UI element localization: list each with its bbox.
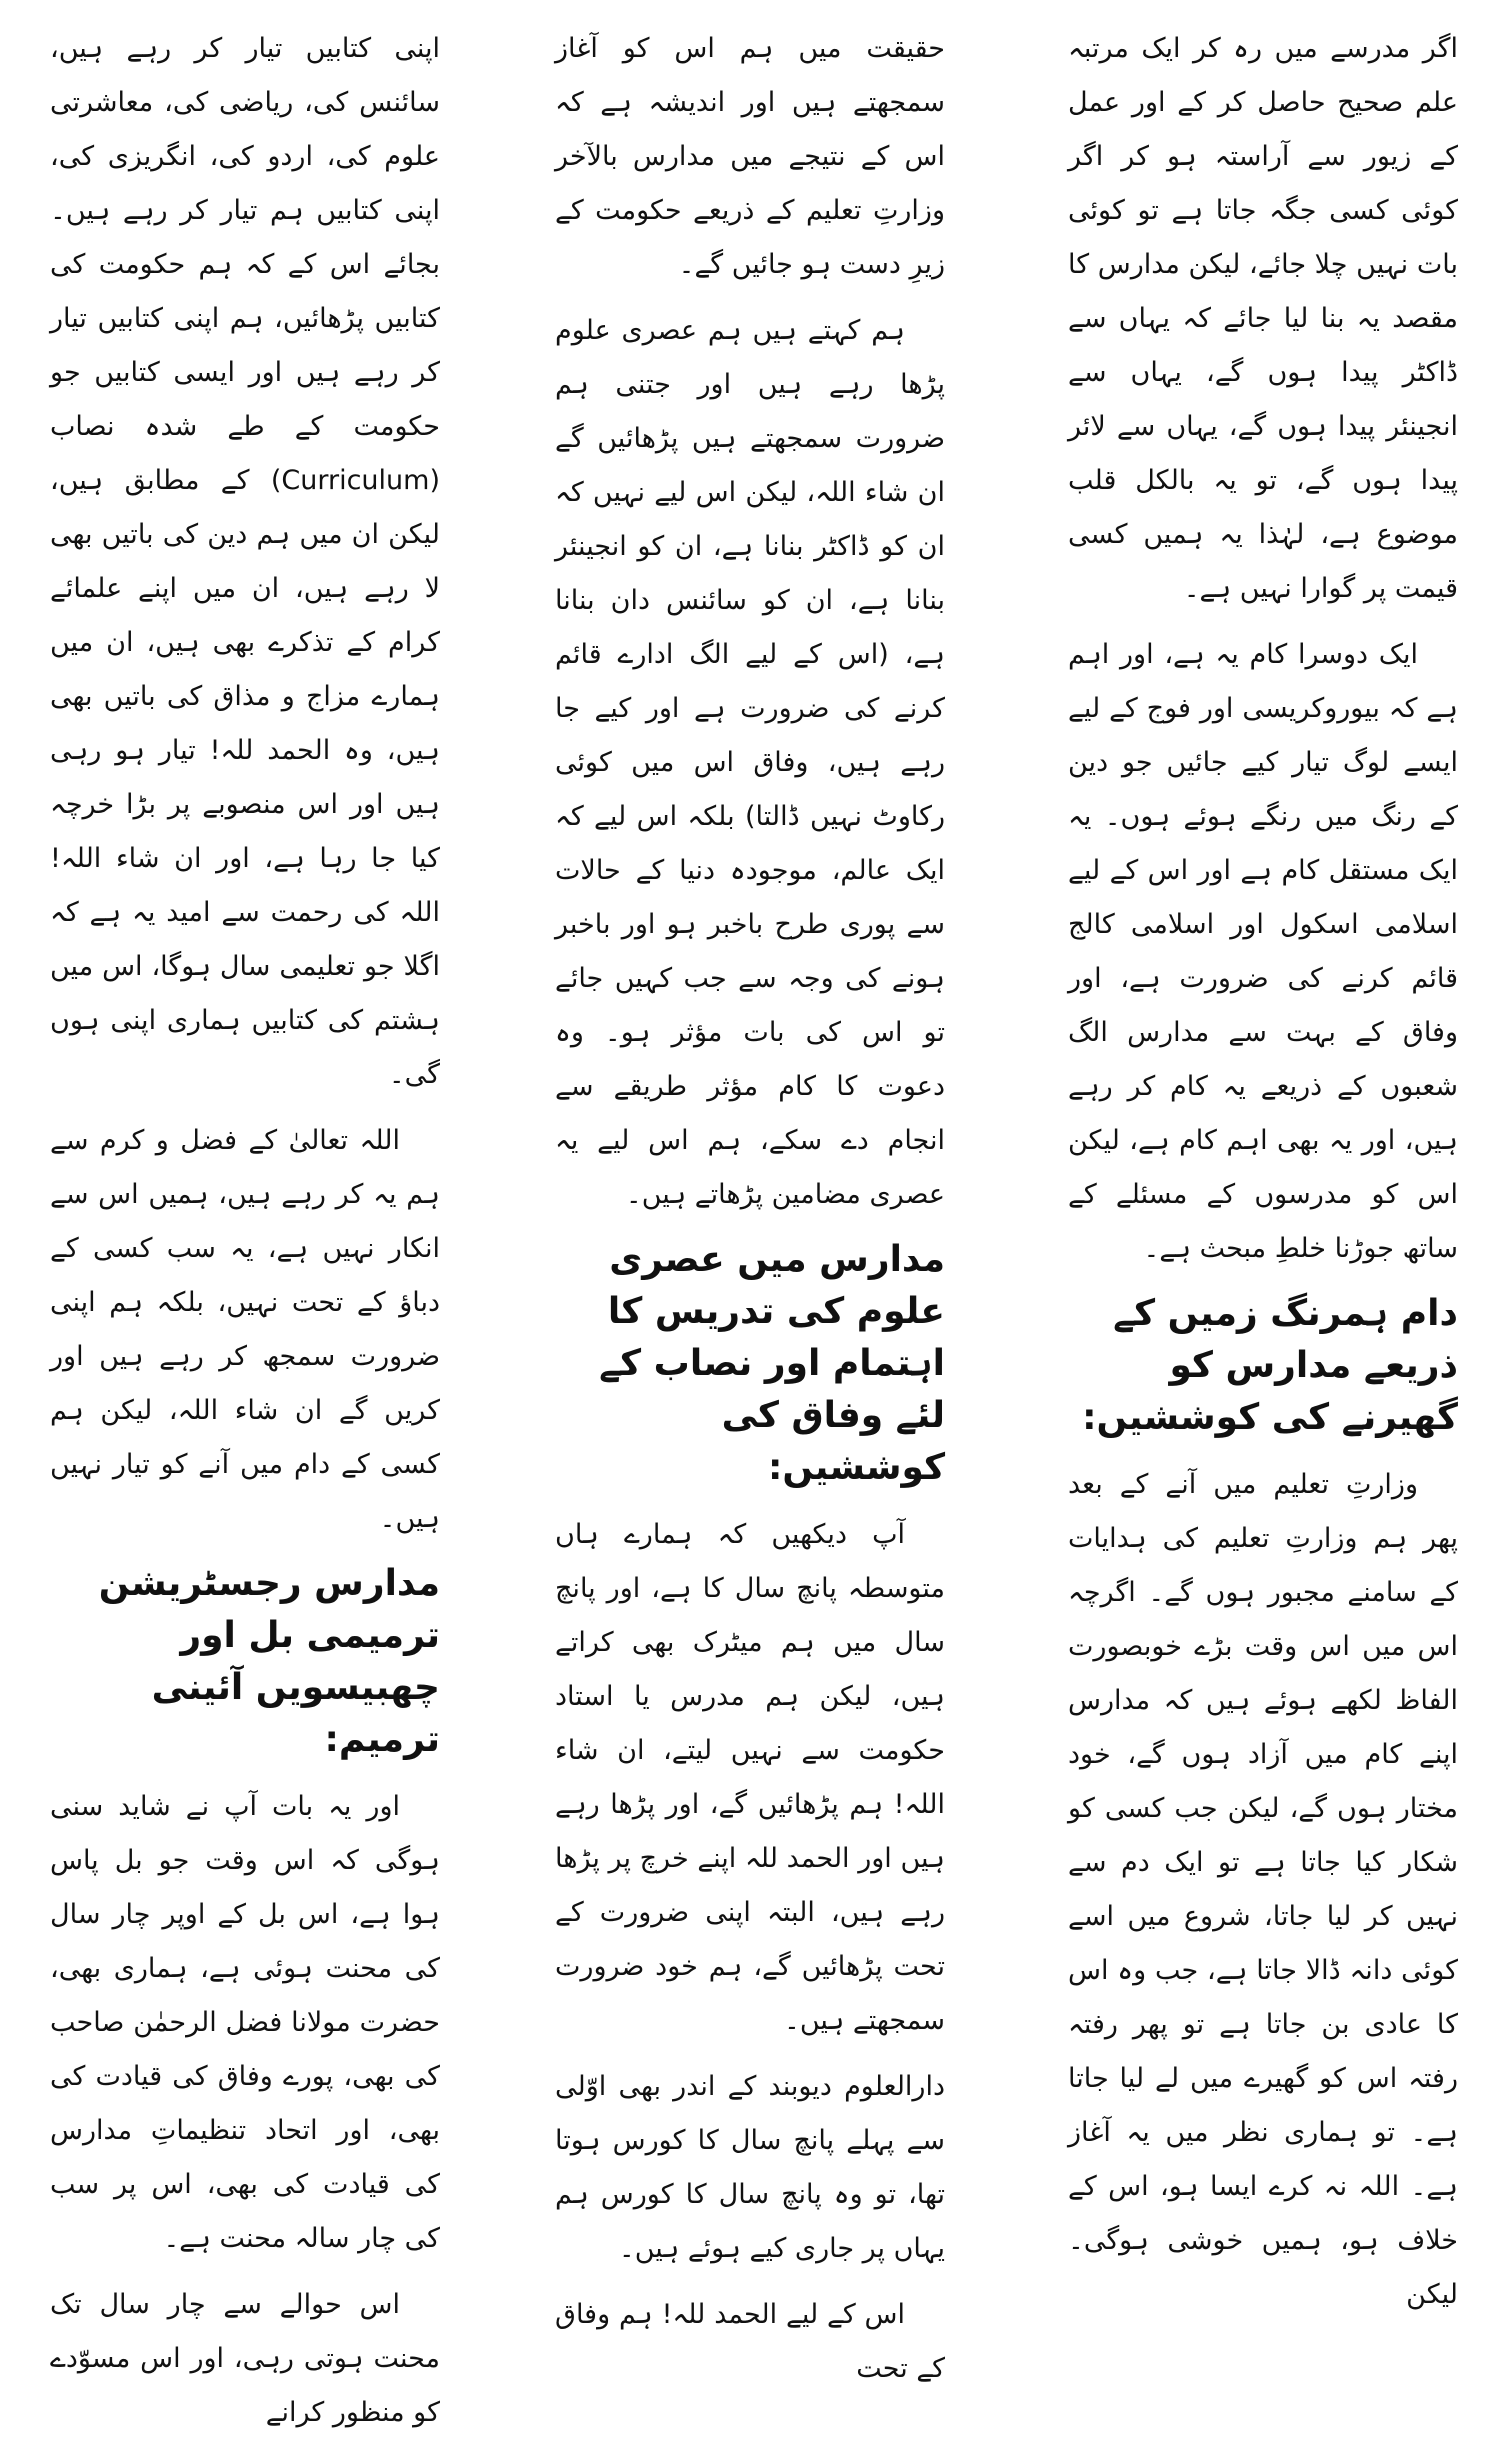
section-heading: مدارس میں عصری علوم کی تدریس کا اہتمام اور نصاب کے لئے وفاق کی کوششیں: [599, 1239, 945, 1488]
section-heading: مدارس رجسٹریشن ترمیمی بل اور چھبیسویں آئینی ترمیم: [98, 1563, 440, 1760]
paragraph: ایک دوسرا کام یہ ہے، اور اہم ہے کہ بیوروکریسی اور فوج کے لیے ایسے لوگ تیار کیے جائیں جو دین کے رنگ میں رنگے ہوئے ہوں۔ یہ ایک مستقل کام ہے اور اس کے لیے اسلامی اسکول اور اسلامی کالج قائم کرنے کی ضرورت ہے، اور وفاق کے بہت سے مدارس الگ شعبوں کے ذریعے یہ کام کر رہے ہیں، اور یہ بھی اہم کام ہے، لیکن اس کو مدرسوں کے مسئلے کے ساتھ جوڑنا خلطِ مبحث ہے۔ [1068, 639, 1458, 1264]
paragraph: اگر مدرسے میں رہ کر ایک مرتبہ علم صحیح حاصل کر کے اور عمل کے زیور سے آراستہ ہو کر اگر کوئی کسی جگہ جاتا ہے تو کوئی بات نہیں چلا جائے، لیکن مدارس کا مقصد یہ بنا لیا جائے کہ یہاں سے ڈاکٹر پیدا ہوں گے، یہاں سے انجینئر پیدا ہوں گے، یہاں سے لائر پیدا ہوں گے، تو یہ بالکل قلب موضوع ہے، لہٰذا یہ ہمیں کسی قیمت پر گوارا نہیں ہے۔ [1068, 33, 1458, 604]
column-middle [555, 22, 945, 2384]
paragraph: اس حوالے سے چار سال تک محنت ہوتی رہی، اور اس مسوّدے کو منظور کرانے [50, 2289, 440, 2428]
paragraph: حقیقت میں ہم اس کو آغاز سمجھتے ہیں اور اندیشہ ہے کہ اس کے نتیجے میں مدارس بالآخر وزارتِ تعلیم کے ذریعے حکومت کے زیرِ دست ہو جائیں گے۔ [555, 33, 945, 280]
paragraph: اپنی کتابیں تیار کر رہے ہیں، سائنس کی، ریاضی کی، معاشرتی علوم کی، اردو کی، انگریزی کی، اپنی کتابیں ہم تیار کر رہے ہیں۔ بجائے اس کے کہ ہم حکومت کی کتابیں پڑھائیں، ہم اپنی کتابیں تیار کر رہے ہیں اور ایسی کتابیں جو حکومت کے طے شدہ نصاب (Curriculum) کے مطابق ہیں، لیکن ان میں ہم دین کی باتیں بھی لا رہے ہیں، ان میں اپنے علمائے کرام کے تذکرے بھی ہیں، ان میں ہمارے مزاج و مذاق کی باتیں بھی ہیں، وہ الحمد للہ! تیار ہو رہی ہیں اور اس منصوبے پر بڑا خرچہ کیا جا رہا ہے، اور ان شاء اللہ! اللہ کی رحمت سے امید یہ ہے کہ اگلا جو تعلیمی سال ہوگا، اس میں ہشتم کی کتابیں ہماری اپنی ہوں گی۔ [50, 33, 440, 1090]
paragraph: اللہ تعالیٰ کے فضل و کرم سے ہم یہ کر رہے ہیں، ہمیں اس سے انکار نہیں ہے، یہ سب کسی کے دباؤ کے تحت نہیں، بلکہ ہم اپنی ضرورت سمجھ کر رہے ہیں اور کریں گے ان شاء اللہ، لیکن ہم کسی کے دام میں آنے کو تیار نہیں ہیں۔ [50, 1125, 440, 1534]
paragraph: وزارتِ تعلیم میں آنے کے بعد پھر ہم وزارتِ تعلیم کی ہدایات کے سامنے مجبور ہوں گے۔ اگرچہ اس میں اس وقت بڑے خوبصورت الفاظ لکھے ہوئے ہیں کہ مدارس اپنے کام میں آزاد ہوں گے، خود مختار ہوں گے، لیکن جب کسی کو شکار کیا جاتا ہے تو ایک دم سے نہیں کر لیا جاتا، شروع میں اسے کوئی دانہ ڈالا جاتا ہے، جب وہ اس کا عادی بن جاتا ہے تو پھر رفتہ رفتہ اس کو گھیرے میں لے لیا جاتا ہے۔ تو ہماری نظر میں یہ آغاز ہے۔ اللہ نہ کرے ایسا ہو، اس کے خلاف ہو، ہمیں خوشی ہوگی۔ لیکن [1068, 1469, 1458, 2310]
paragraph: ہم کہتے ہیں ہم عصری علوم پڑھا رہے ہیں اور جتنی ہم ضرورت سمجھتے ہیں پڑھائیں گے ان شاء اللہ، لیکن اس لیے نہیں کہ ان کو ڈاکٹر بنانا ہے، ان کو انجینئر بنانا ہے، ان کو سائنس دان بنانا ہے، (اس کے لیے الگ ادارے قائم کرنے کی ضرورت ہے اور کیے جا رہے ہیں، وفاق اس میں کوئی رکاوٹ نہیں ڈالتا) بلکہ اس لیے کہ ایک عالم، موجودہ دنیا کے حالات سے پوری طرح باخبر ہو اور باخبر ہونے کی وجہ سے جب کہیں جائے تو اس کی بات مؤثر ہو۔ وہ دعوت کا کام مؤثر طریقے سے انجام دے سکے، ہم اس لیے یہ عصری مضامین پڑھاتے ہیں۔ [555, 315, 945, 1210]
paragraph: آپ دیکھیں کہ ہمارے ہاں متوسطہ پانچ سال کا ہے، اور پانچ سال میں ہم میٹرک بھی کراتے ہیں، لیکن ہم مدرس یا استاد حکومت سے نہیں لیتے، ان شاء اللہ! ہم پڑھائیں گے، اور پڑھا رہے ہیں اور الحمد للہ اپنے خرچ پر پڑھا رہے ہیں، البتہ اپنی ضرورت کے تحت پڑھائیں گے، ہم خود ضرورت سمجھتے ہیں۔ [555, 1519, 945, 2036]
section-heading: دام ہمرنگ زمیں کے ذریعے مدارس کو گھیرنے کی کوششیں: [1082, 1293, 1458, 1438]
paragraph: اور یہ بات آپ نے شاید سنی ہوگی کہ اس وقت جو بل پاس ہوا ہے، اس بل کے اوپر چار سال کی محنت ہوئی ہے، ہماری بھی، حضرت مولانا فضل الرحمٰن صاحب کی بھی، پورے وفاق کی قیادت کی بھی، اور اتحاد تنظیماتِ مدارس کی قیادت کی بھی، اس پر سب کی چار سالہ محنت ہے۔ [50, 1791, 440, 2254]
column-left [50, 22, 440, 2428]
paragraph: اس کے لیے الحمد للہ! ہم وفاق کے تحت [555, 2299, 945, 2384]
paragraph: دارالعلوم دیوبند کے اندر بھی اوّلی سے پہلے پانچ سال کا کورس ہوتا تھا، تو وہ پانچ سال کا کورس ہم یہاں پر جاری کیے ہوئے ہیں۔ [555, 2071, 945, 2264]
column-right [1068, 22, 1458, 2310]
